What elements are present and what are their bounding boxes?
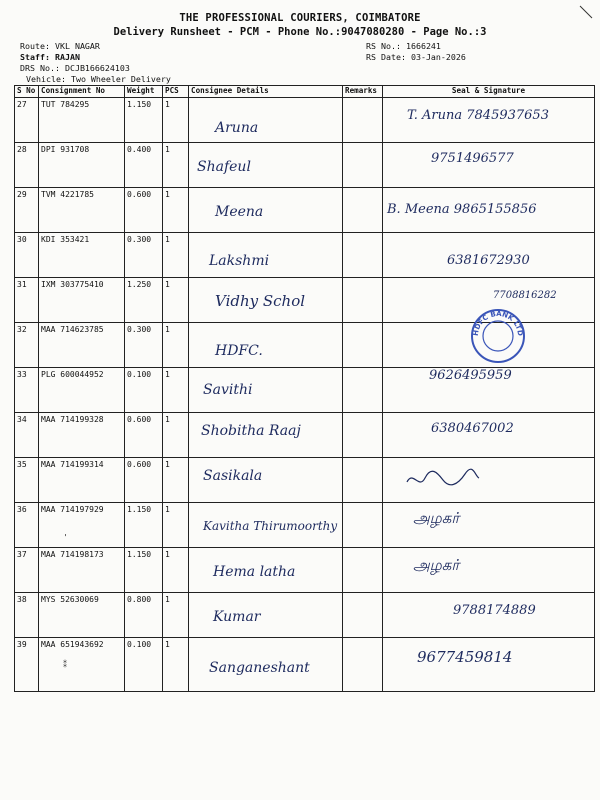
signature-handwriting: 9788174889 xyxy=(453,603,536,618)
signature-cell xyxy=(383,188,595,233)
signature-handwriting: B. Meena 9865155856 xyxy=(387,202,537,217)
consignee-cell xyxy=(189,98,343,143)
consignee-handwritten-name: Sanganeshant xyxy=(209,660,310,676)
route-label: Route: VKL NAGAR xyxy=(20,41,100,51)
sno-cell: 36 xyxy=(15,503,39,548)
sno-cell: 37 xyxy=(15,548,39,593)
table-row xyxy=(15,548,595,593)
weight-cell: 0.300 xyxy=(125,323,163,368)
pcs-cell: 1 xyxy=(163,413,189,458)
table-row xyxy=(15,98,595,143)
sno-cell: 28 xyxy=(15,143,39,188)
consignee-cell xyxy=(189,323,343,368)
table-row xyxy=(15,368,595,413)
weight-cell: 0.300 xyxy=(125,233,163,278)
consignee-cell xyxy=(189,413,343,458)
weight-cell: 0.100 xyxy=(125,638,163,692)
pen-mark: ' xyxy=(63,533,68,542)
remarks-cell xyxy=(343,368,383,413)
signature-handwriting: T. Aruna 7845937653 xyxy=(407,108,549,123)
document-subtitle: Delivery Runsheet - PCM - Phone No.:9047080280 - Page No.:3 xyxy=(113,26,487,38)
weight-cell: 1.150 xyxy=(125,98,163,143)
consignee-handwritten-name: Aruna xyxy=(215,120,259,136)
pcs-cell: 1 xyxy=(163,188,189,233)
table-row xyxy=(15,458,595,503)
consignee-handwritten-name: Savithi xyxy=(203,382,253,398)
weight-cell: 0.800 xyxy=(125,593,163,638)
vehicle-label: Vehicle: Two Wheeler Delivery xyxy=(26,74,171,84)
col-header-consignee: Consignee Details xyxy=(189,86,343,98)
consignment-cell: MAA 714199314 xyxy=(39,458,125,503)
signature-cell xyxy=(383,413,595,458)
sno-cell: 31 xyxy=(15,278,39,323)
col-header-consignment: Consignment No xyxy=(39,86,125,98)
signature-handwriting: 9751496577 xyxy=(431,151,514,166)
consignment-number: MAA 651943692 xyxy=(41,640,104,649)
signature-cell xyxy=(383,368,595,413)
consignee-handwritten-name: Lakshmi xyxy=(209,253,270,269)
signature-handwriting: 7708816282 xyxy=(493,290,557,301)
signature-handwriting: அழகர் xyxy=(413,509,460,527)
sno-cell: 32 xyxy=(15,323,39,368)
col-header-weight: Weight xyxy=(125,86,163,98)
remarks-cell xyxy=(343,323,383,368)
col-header-remarks: Remarks xyxy=(343,86,383,98)
sno-cell: 39 xyxy=(15,638,39,692)
signature-cell xyxy=(383,503,595,548)
remarks-cell xyxy=(343,188,383,233)
remarks-cell xyxy=(343,548,383,593)
table-row xyxy=(15,233,595,278)
sno-cell: 33 xyxy=(15,368,39,413)
consignee-cell xyxy=(189,458,343,503)
consignee-cell xyxy=(189,503,343,548)
signature-scribble xyxy=(403,464,483,494)
pcs-cell: 1 xyxy=(163,503,189,548)
consignment-cell: MAA 714623785 xyxy=(39,323,125,368)
consignment-cell: MAA 714198173 xyxy=(39,548,125,593)
consignment-cell: IXM 303775410 xyxy=(39,278,125,323)
sno-cell: 38 xyxy=(15,593,39,638)
pcs-cell: 1 xyxy=(163,98,189,143)
rs-date: RS Date: 03-Jan-2026 xyxy=(366,52,466,62)
consignment-cell xyxy=(39,503,125,548)
pcs-cell: 1 xyxy=(163,233,189,278)
weight-cell: 0.600 xyxy=(125,413,163,458)
consignee-cell xyxy=(189,233,343,278)
consignment-cell: TUT 784295 xyxy=(39,98,125,143)
drs-number: DRS No.: DCJB166624103 xyxy=(20,63,130,73)
signature-cell xyxy=(383,98,595,143)
weight-cell: 1.150 xyxy=(125,548,163,593)
rs-number: RS No.: 1666241 xyxy=(366,41,441,51)
weight-cell: 0.600 xyxy=(125,188,163,233)
sno-cell: 27 xyxy=(15,98,39,143)
stamp-text: HDFC BANK LTD xyxy=(471,309,525,337)
table-row xyxy=(15,638,595,692)
table-row xyxy=(15,413,595,458)
signature-handwriting: 9677459814 xyxy=(417,648,513,666)
staff-label: Staff: RAJAN xyxy=(20,52,80,62)
signature-handwriting: 6380467002 xyxy=(431,421,514,436)
pcs-cell: 1 xyxy=(163,593,189,638)
consignee-cell xyxy=(189,638,343,692)
sno-cell: 30 xyxy=(15,233,39,278)
consignee-handwritten-name: Hema latha xyxy=(213,564,296,580)
signature-cell xyxy=(383,233,595,278)
remarks-cell xyxy=(343,143,383,188)
pcs-cell: 1 xyxy=(163,368,189,413)
consignee-handwritten-name: Shafeul xyxy=(197,159,251,175)
pcs-cell: 1 xyxy=(163,278,189,323)
consignment-cell xyxy=(39,638,125,692)
bank-seal-stamp xyxy=(470,308,526,364)
signature-cell xyxy=(383,143,595,188)
consignee-cell xyxy=(189,548,343,593)
signature-handwriting: 6381672930 xyxy=(447,253,530,268)
remarks-cell xyxy=(343,638,383,692)
remarks-cell xyxy=(343,413,383,458)
col-header-pcs: PCS xyxy=(163,86,189,98)
consignee-cell xyxy=(189,368,343,413)
signature-cell xyxy=(383,548,595,593)
col-header-seal: Seal & Signature xyxy=(383,86,595,98)
col-header-sno: S No xyxy=(15,86,39,98)
signature-cell xyxy=(383,593,595,638)
table-row xyxy=(15,503,595,548)
pcs-cell: 1 xyxy=(163,458,189,503)
remarks-cell xyxy=(343,233,383,278)
consignee-cell xyxy=(189,143,343,188)
consignment-cell: MAA 714199328 xyxy=(39,413,125,458)
remarks-cell xyxy=(343,503,383,548)
consignee-handwritten-name: Kumar xyxy=(213,609,261,625)
remarks-cell xyxy=(343,278,383,323)
consignment-cell: MYS 52630069 xyxy=(39,593,125,638)
document-title: THE PROFESSIONAL COURIERS, COIMBATORE xyxy=(179,12,421,24)
pen-mark: ⁑ xyxy=(63,660,67,669)
consignment-cell: KDI 353421 xyxy=(39,233,125,278)
weight-cell: 0.400 xyxy=(125,143,163,188)
runsheet-table xyxy=(14,85,595,692)
signature-handwriting: அழகர் xyxy=(413,556,460,574)
weight-cell: 0.100 xyxy=(125,368,163,413)
consignment-cell: PLG 600044952 xyxy=(39,368,125,413)
table-row xyxy=(15,143,595,188)
consignee-cell xyxy=(189,278,343,323)
sno-cell: 34 xyxy=(15,413,39,458)
pcs-cell: 1 xyxy=(163,548,189,593)
pcs-cell: 1 xyxy=(163,143,189,188)
consignee-cell xyxy=(189,593,343,638)
weight-cell: 0.600 xyxy=(125,458,163,503)
consignee-handwritten-name: Shobitha Raaj xyxy=(201,423,301,439)
remarks-cell xyxy=(343,98,383,143)
signature-handwriting: 9626495959 xyxy=(429,368,512,383)
consignee-handwritten-name: Vidhy Schol xyxy=(215,292,306,310)
weight-cell: 1.250 xyxy=(125,278,163,323)
consignee-cell xyxy=(189,188,343,233)
consignment-number: MAA 714197929 xyxy=(41,505,104,514)
consignment-cell: TVM 4221785 xyxy=(39,188,125,233)
table-row xyxy=(15,188,595,233)
consignee-handwritten-name: Sasikala xyxy=(203,468,263,484)
pcs-cell: 1 xyxy=(163,638,189,692)
sno-cell: 29 xyxy=(15,188,39,233)
signature-cell xyxy=(383,638,595,692)
weight-cell: 1.150 xyxy=(125,503,163,548)
consignment-cell: DPI 931708 xyxy=(39,143,125,188)
consignee-handwritten-name: Meena xyxy=(215,204,264,220)
table-row xyxy=(15,593,595,638)
svg-text:HDFC BANK LTD xyxy=(472,310,524,337)
remarks-cell xyxy=(343,593,383,638)
consignee-handwritten-name: HDFC. xyxy=(215,343,263,359)
signature-cell xyxy=(383,458,595,503)
table-header-row xyxy=(15,86,595,98)
remarks-cell xyxy=(343,458,383,503)
pcs-cell: 1 xyxy=(163,323,189,368)
consignee-handwritten-name: Kavitha Thirumoorthy xyxy=(203,519,338,533)
sno-cell: 35 xyxy=(15,458,39,503)
